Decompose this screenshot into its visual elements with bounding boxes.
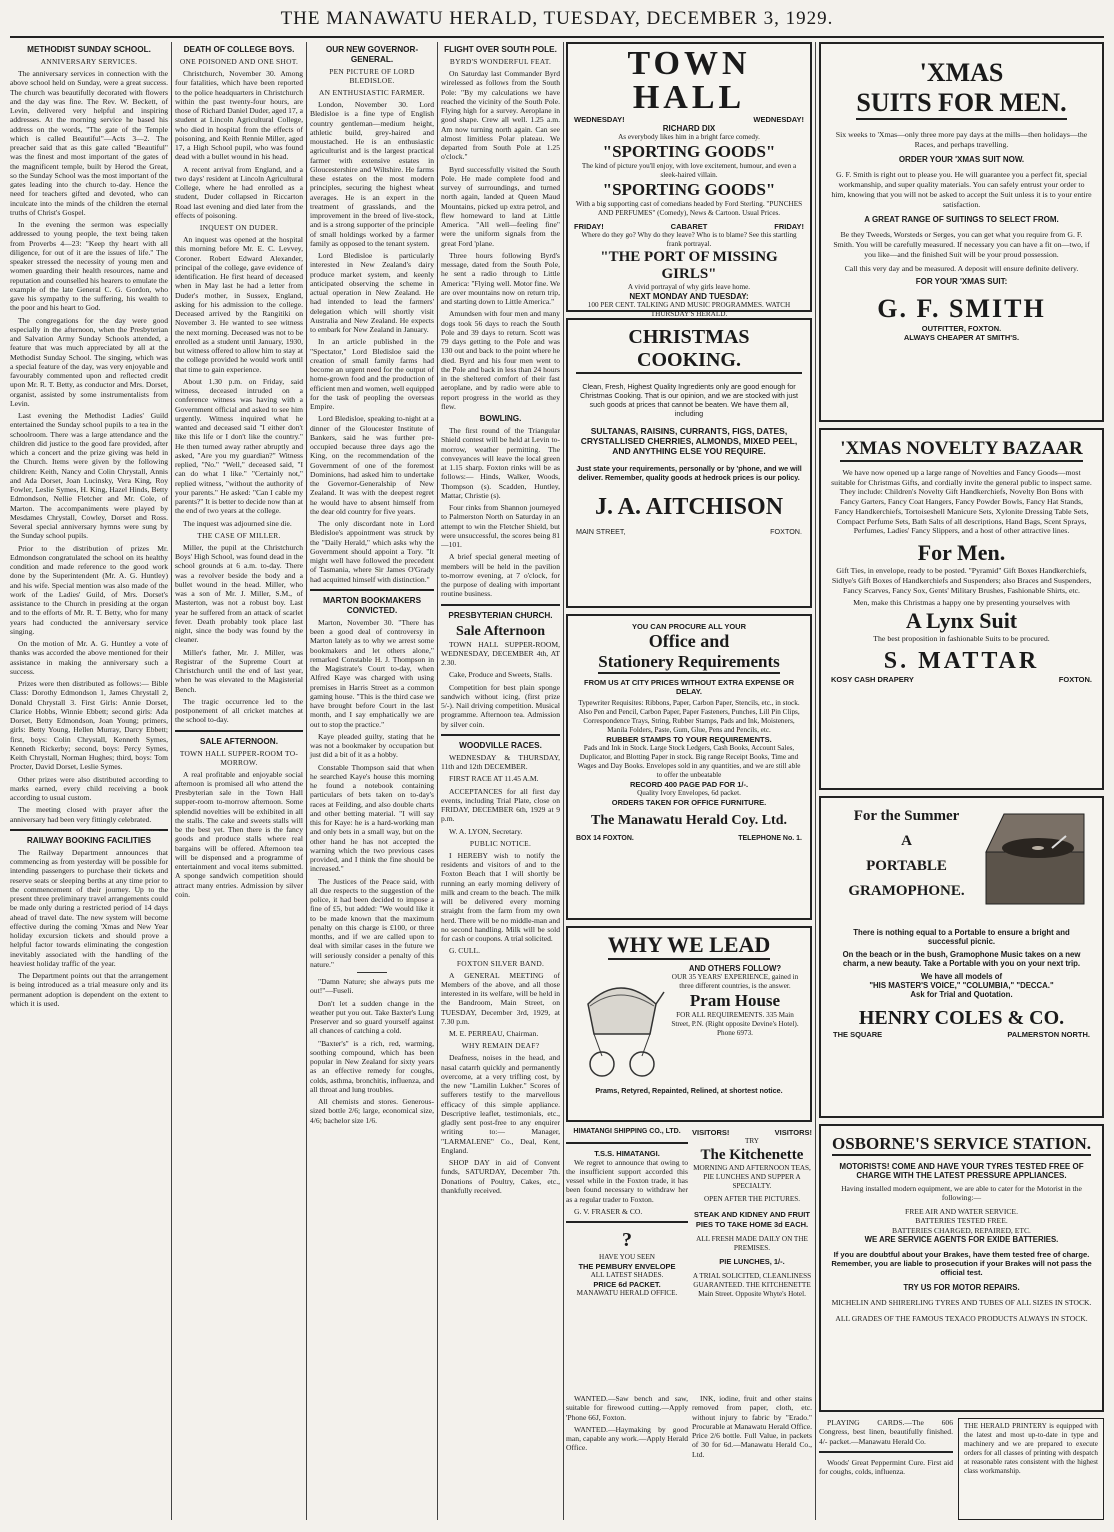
notice-headline: PRESBYTERIAN CHURCH. <box>448 610 553 620</box>
kitchenette-ad <box>692 1128 812 1388</box>
notice-signature: G. V. FRASER & CO. <box>574 1206 643 1216</box>
xmas-suits-ad <box>819 42 1104 422</box>
notice-headline: FOXTON SILVER BAND. <box>456 958 545 968</box>
herald-printery-notice <box>958 1418 1104 1520</box>
ad-line <box>574 115 804 124</box>
article-paragraph: Don't let a sudden change in the weather put you out. Take Baxter's Lung Preserver and so guard yourself against all chances of catching a cold. <box>310 998 434 1036</box>
article-paragraph: In an article published in the "Spectator," Lord Bledisloe said the creation of small family farms had become an urgent need for the output of home-grown food and the production of efficient men and women, well equipped for the task of peopling the overseas Empire. <box>310 337 434 412</box>
ad-title: PORTABLE <box>866 858 947 874</box>
ad-text: The best proposition in fashionable Suits to be procured. <box>873 634 1050 644</box>
ad-title: 'XMAS <box>919 58 1004 87</box>
ad-title: SUITS FOR MEN. <box>856 88 1066 120</box>
ad-address <box>831 675 1092 684</box>
section-rule <box>819 1451 953 1453</box>
ad-text: WE ARE SERVICE AGENTS FOR EXIDE BATTERIES. <box>864 1235 1059 1245</box>
article-subhead: INQUEST ON DUDER. <box>199 223 279 233</box>
article-subhead: ONE POISONED AND ONE SHOT. <box>179 57 299 66</box>
ad-title: GRAMOPHONE. <box>848 883 965 899</box>
notice-text: THE HERALD PRINTERY is equipped with the latest and most up-to-date in type and machinery and we are prepared to execute orders for all classes of printing with despatch at reasonable rates consistent with the highest class workmanship. <box>964 1422 1098 1475</box>
ad-title: Office and <box>648 631 730 651</box>
classified-ad: WANTED.—Haymaking by good man, capable any work.—Apply Herald Office. <box>566 1424 688 1453</box>
ad-text: Ask for Trial and Quotation. <box>910 990 1013 999</box>
ad-title: 'XMAS NOVELTY BAZAAR <box>840 438 1082 462</box>
ad-text: Gift Ties, in envelope, ready to be posted. "Pyramid" Gift Boxes Handkerchiefs, Sidlye's Gift Boxes of Handkerchiefs and Suspenders; also Braces and Suspenders, Fancy Scarves, Fancy Sox, Gents' Military Brushes, Fashionable Shirts, etc. <box>831 566 1092 595</box>
article-paragraph: A brief special general meeting of members will be held in the pavilion to-morrow evening, at 7 o'clock, for the purpose of dealing with important routine business. <box>441 552 560 599</box>
article-paragraph: About 1.30 p.m. on Friday, said witness, deceased intruded on a conference witness was having with a Government official and asked to see him urgently. Witness inquired what he wanted and deceased said "I either don't like this life or I don't like the country." He then turned away rather abruptly and asked, "Are you my guardian?" Witness replied, "No." "Well," deceased said, "I can do what I like." "Certainly not," replied witness, "without the authority of your parents." He asked: "Can I cable my parents?" It is better to decide now than at the end of two years at the college. <box>175 376 303 516</box>
ad-text: TRY <box>745 1137 759 1146</box>
ad-text: YOU CAN PROCURE ALL YOUR <box>631 622 747 631</box>
ad-day: WEDNESDAY! <box>574 115 625 124</box>
notice-signature: W. A. LYON, Secretary. <box>449 826 523 836</box>
ad-text: ALL GRADES OF THE FAMOUS TEXACO PRODUCTS ALWAYS IN STOCK. <box>835 1313 1088 1323</box>
column-2 <box>175 42 303 1520</box>
article-paragraph: "Baxter's" is a rich, red, warming, soothing compound, which has been popular in New Zealand for sixty years as an effective remedy for coughs, colds, asthma, bronchitis, influenza, and all throat and lung troubles. <box>310 1038 434 1094</box>
ad-text: On the beach or in the bush, Gramophone Music takes on a new charm, a new beauty. Take a Portable with you on your next trip. <box>842 950 1081 968</box>
article-paragraph: Lord Bledisloe is particularly interested in New Zealand's dairy produce market system, and keenly anticipated observing the scheme in actual operation in New Zealand. He had intended to lead the farmers' delegation which will shortly visit Australia and New Zealand. He expects to embark for New Zealand in January. <box>310 251 434 335</box>
ad-name: The Manawatu Herald Coy. Ltd. <box>590 813 787 828</box>
article-paragraph: The tragic occurrence led to the postponement of all cricket matches at the school to-day. <box>175 696 303 725</box>
ad-title: OSBORNE'S SERVICE STATION. <box>832 1134 1091 1156</box>
column-3 <box>310 42 434 1520</box>
ad-body <box>574 964 804 1084</box>
film-title: "SPORTING GOODS" <box>602 180 776 199</box>
notice-headline: WOODVILLE RACES. <box>459 740 542 750</box>
ad-text: Typewriter Requisites: Ribbons, Paper, Carbon Paper, Stencils, etc., in stock. Also Pen and Pencil, Carbon Paper, Paper Fasteners, Punches, Lill Pin Clips, Correspondence Trays, String, Rubber Stamps, Pads and Ink, Moisteners, Manila Folders, Paste, Gum, Glue, Pens and Pencils, etc. <box>578 699 800 734</box>
notice-text: SHOP DAY in aid of Convent funds, SATURDAY, December 7th. Donations of Poultry, Cakes, etc., thankfully received. <box>441 1158 560 1195</box>
article-headline: SALE AFTERNOON. <box>200 736 278 746</box>
masthead-rule <box>10 36 1104 38</box>
classified-ad: INK, iodine, fruit and other stains removed from paper, cloth, etc. without injury to fabric by "Erado." Procurable at Manawatu Herald Office. Price 2/6 bottle. Full Value, in packets of 30 for 6d.—Manawatu Herald Co., Ltd. <box>692 1394 812 1459</box>
film-title: "THE PORT OF MISSING GIRLS" <box>600 249 778 282</box>
stationery-ad <box>566 614 812 920</box>
ad-text: There is nothing equal to a Portable to ensure a bright and successful picnic. <box>853 928 1070 946</box>
ad-text: The kind of picture you'll enjoy, with love excitement, humour, and even a sleek-haired villain. <box>581 162 797 179</box>
ad-contact <box>576 835 802 842</box>
article-paragraph: The meeting closed with prayer after the anniversary had been very fittingly celebrated. <box>10 805 168 824</box>
ad-name: Pram House <box>689 991 781 1010</box>
ad-goods: SULTANAS, RAISINS, CURRANTS, FIGS, DATES, CRYSTALLISED CHERRIES, ALMONDS, MIXED PEEL, AND ANYTHING ELSE YOU REQUIRE. <box>580 426 798 456</box>
ad-town: FOXTON. <box>1058 674 1092 684</box>
ad-text-block <box>666 964 804 1084</box>
ad-text: A TRIAL SOLICITED, CLEANLINESS GUARANTEED. THE KITCHENETTE Main Street. Opposite Whyte's Hotel. <box>692 1271 812 1298</box>
ad-visitors: VISITORS! <box>692 1128 730 1137</box>
column-rule <box>437 42 438 1520</box>
classifieds-right <box>692 1394 812 1520</box>
notice-signature: G. CULL. <box>449 946 481 956</box>
article-paragraph: Christchurch, November 30. Among four fatalities, which have been reported to the police headquarters in Christchurch within the past twenty-four hours, are those of Richard Daniel Duder, aged 17, a student at Lincoln Agricultural College, who died in hospital from the effects of poisoning, and Keith Rennie Miller, aged 17, a High School pupil, who was found dead with a bullet wound in his head. <box>175 69 303 162</box>
ad-text: Six weeks to 'Xmas—only three more pay days at the mills—then holidays—the Races, and perhaps travelling. <box>835 130 1088 149</box>
article-paragraph: Last evening the Methodist Ladies' Guild entertained the Sunday school pupils to a tea in the schoolroom. There was a large attendance and the children did justice to the good fare provided, after which a concert and the prize giving was held in the Church. Items were given by the following children: Keith, Nancy and Colin Chrystall, Annis and Ada Dorset, Joan Lucinsky, Vera King, Roy Fowler, Leslie Symes, H. King, Hazel Hinds, Betty Edmondson, Nellie Fletcher and Mr. Cole, of Marton. The accompaniments were played by Mesdames Chrystall, Cowley, Dorset and Ross. Several special anniversary hymns were sung by the Sunday school pupils. <box>10 411 168 541</box>
article-paragraph: Byrd successfully visited the South Pole. He made complete food and survey of surroundings, and turned north again, landed at Queen Maud Mountains, picked up extra petrol, and flew homeward to land at Little America. "All well—feeling fine" were the uniform signals from the great Ford 'plane. <box>441 164 560 248</box>
column-4 <box>441 42 560 1520</box>
article-paragraph: Marton, November 30. "There has been a good deal of controversy in Marton lately as to why we arrest some bookmakers and let others alone," remarked Constable H. J. Thompson in the Magistrate's Court to-day, when Alfred Kaye was charged with using premises in Harris Street as a common gaming house. "This is the third case we have brought before Court in the last month, and I say emphatically we are out to stop the practice." <box>310 617 434 729</box>
novelty-bazaar-ad <box>819 428 1104 790</box>
ad-text: MORNING AND AFTERNOON TEAS, PIE LUNCHES AND SUPPER A SPECIALTY. <box>693 1164 811 1191</box>
ad-day: FRIDAY! <box>574 222 604 231</box>
film-title: "SPORTING GOODS" <box>602 142 776 161</box>
ad-text: MOTORISTS! COME AND HAVE YOUR TYRES TESTED FREE OF CHARGE WITH THE LATEST PRESSURE APPLIANCES. <box>839 1162 1084 1180</box>
article-paragraph: On the motion of Mr. A. G. Huntley a vote of thanks was accorded the above mentioned for their assistance in making the anniversary such a success. <box>10 639 168 676</box>
notice-headline: HIMATANGI SHIPPING CO., LTD. <box>573 1128 681 1135</box>
article-paragraph: Other prizes were also distributed according to marks earned, every child receiving a book according to usual custom. <box>10 774 168 803</box>
ad-text: ORDER YOUR 'XMAS SUIT NOW. <box>898 155 1025 165</box>
ad-address <box>833 1030 1090 1039</box>
ad-text: As everybody likes him in a bright farce comedy. <box>618 133 760 141</box>
ad-name: The Kitchenette <box>700 1147 804 1164</box>
ad-next: NEXT MONDAY AND TUESDAY: <box>629 292 749 301</box>
osborne-service-ad <box>819 1124 1104 1412</box>
article-paragraph: Constable Thompson said that when he searched Kaye's house this morning he found a notebook containing particulars of bets taken on to-day's races at Feilding, and also double charts and other betting material. "I will say this for Kaye: he is a hard-working man and only bets in a small way, but on the other hand he has not accepted the warning which the two previous cases provided, and I think the fine should be increased." <box>310 762 434 874</box>
christmas-cooking-ad <box>566 318 812 608</box>
notice-text: A GENERAL MEETING of Members of the above, and all those interested in its welfare, will be held in the Bandroom, Main Street, on TUESDAY, December 3rd, 1929, at 7.30 p.m. <box>441 970 560 1026</box>
ad-line <box>574 222 804 231</box>
ad-text: Pads and Ink in Stock. Large Stock Ledgers, Cash Books, Account Sales, Duplicator, and Blotting Paper in stock. Big range Receipt Books, Time and Wages and Day Books. Envelopes sold in any quantities, and we are still able to offer the unbeatable <box>577 744 801 779</box>
article-headline: FLIGHT OVER SOUTH POLE. <box>444 45 557 54</box>
ad-subtitle: A Lynx Suit <box>905 608 1018 634</box>
ad-name: S. MATTAR <box>883 647 1040 674</box>
article-paragraph: Prior to the distribution of prizes Mr. Edmondson congratulated the school on its healthy condition and made reference to the good work done by the Superintendent (Mr. A. G. Huntley) and his wife. Special mention was also made of the work of the Ladies' Guild, of Mrs. Dorset's assistance to the Church in presiding at the organ and to the efforts of Mr. R. T. Betty, who for many years had conducted the anniversary service singing. <box>10 543 168 636</box>
ad-title: Stationery Requirements <box>598 652 779 674</box>
classifieds-left <box>566 1394 688 1520</box>
article-paragraph: London, November 30. Lord Bledisloe is a fine type of English country gentleman—medium height, athletic build, grey-haired and moustached. He is an enthusiastic agriculturist and is the largest practical farmer with extensive estates in Gloucestershire and Wiltshire. He farms these estates on the most modern principles, securing the highest wheat averages. He is an expert in the treatment of grasslands, and the improvement in the breed of live-stock, and is a strong supporter of the principle of small holdings worked by a farmer family as opposed to the tenant system. <box>310 100 434 248</box>
article-paragraph: Miller's father, Mr. J. Miller, was Registrar of the Supreme Court at Christchurch until the end of last year, when he was elevated to the Magisterial Bench. <box>175 647 303 694</box>
notice-text: ACCEPTANCES for all first day events, including Trial Plate, close on FRIDAY, DECEMBER 6th, 1929 at 9 p.m. <box>441 786 560 824</box>
ad-text: PIE LUNCHES, 1/-. <box>719 1256 785 1266</box>
ad-day: WEDNESDAY! <box>753 115 804 124</box>
ad-text: With a big supporting cast of comedians headed by Ford Sterling. "PUNCHES AND PERFUMES" (Comedy), News & Cartoon. Usual Prices. <box>575 200 803 217</box>
article-subhead: ANNIVERSARY SERVICES. <box>40 57 138 66</box>
article-paragraph: Kaye pleaded guilty, stating that he was not a bookmaker by occupation but just did a bit of it as a hobby. <box>310 731 434 760</box>
classified-ad: Woods' Great Peppermint Cure. First aid for coughs, colds, influenza. <box>819 1457 953 1476</box>
ad-text: MICHELIN AND SHIRERLING TYRES AND TUBES OF ALL SIZES IN STOCK. <box>831 1298 1092 1308</box>
article-headline: RAILWAY BOOKING FACILITIES <box>26 835 152 845</box>
section-rule <box>441 604 560 606</box>
ad-title: CHRISTMAS COOKING. <box>576 326 802 374</box>
article-paragraph: The only discordant note in Lord Bledisloe's appointment was struck by the "Daily Herald," which asks why the Government should appoint a Tory. "It might well have followed the precedent of Tasmania, where Sir James O'Grady had acquitted himself with distinction." <box>310 519 434 584</box>
column-1 <box>10 42 168 1520</box>
ad-text: FREE AIR AND WATER SERVICE. <box>905 1206 1018 1216</box>
ad-text: ALL FRESH MADE DAILY ON THE PREMISES. <box>696 1234 808 1252</box>
notice-signature: M. E. PERREAU, Chairman. <box>449 1029 539 1039</box>
article-paragraph: An inquest was opened at the hospital this morning before Mr. E. C. Levvey, Coroner. Robert Edward Alexander, principal of the college, gave evidence of identification. He first heard of deceased when in May last he had a letter from Duder's mother, in Sussex, England, asking for his admission to the college. Deceased arrived by the Rangitiki on November 3. He wanted to see witness the next morning. Deceased was not to be enrolled as a student until January, 1930, but witness offered to allow him to stay at the college provided he would work until that time to gain experience. <box>175 235 303 374</box>
notice-headline: T.S.S. HIMATANGI. <box>594 1148 660 1158</box>
gramophone-ad <box>819 796 1104 1118</box>
ad-text: Having installed modern equipment, we are able to cater for the Motorist in the following:— <box>841 1184 1082 1203</box>
notice-text: I HEREBY wish to notify the residents and visitors of and to the Foxton Beach that I will shortly be running an early morning delivery of milk and cream to the beach. The milk will be delivered every morning straight from the farm from my own herd. There will be no middle-man and no second handling. Milk will be sold for cash or coupons. A trial solicited. <box>441 850 560 944</box>
column-rule <box>563 42 564 1520</box>
article-paragraph: The anniversary services in connection with the above school held on Sunday, were a great success. The church was beautifully decorated with flowers and the day was fine. The Rev. W. Beckett, of Levin, delivered very helpful and inspiring addresses. At the morning service he based his address on the words, "The gate of the Temple which is called Beautiful"—Acts 3—2. The preacher said that as this gate called "Beautiful" was the finest and most important of the gates of the magnificent temple, built by Herod the Great, so the Sunday School was the most important of the gates leading into the church to-day. Hence the need for teachers gifted and devoted, who can inculcate into the minds of the children the eternal truths of Christ's Gospel. <box>10 69 168 217</box>
ad-name: HENRY COLES & CO. <box>858 1007 1065 1029</box>
small-notices-left <box>819 1418 953 1520</box>
ad-text: Where do they go? Why do they leave? Who is to blame? See this startling frank portrayal. <box>581 231 797 248</box>
section-rule <box>566 1142 688 1144</box>
article-paragraph: A real profitable and enjoyable social afternoon is promised all who attend the Presbyterian sale in the Town Hall supper-room to-morrow afternoon. Some splendid novelties will be exhibited in all the stalls. The cake and sweets stalls will be the best yet. Then there is the fancy goods and produce stalls where real bargains will be offered. Afternoon tea will be dispensed and a programme of entertainment and vocal items submitted. A sponge sandwich competition should attract many entries. Admission by silver coin. <box>175 769 303 899</box>
ad-street: THE SQUARE <box>833 1030 883 1039</box>
article-subhead: PEN PICTURE OF LORD BLEDISLOE. <box>329 67 415 86</box>
ad-heading-block <box>833 808 980 918</box>
ad-town: FOXTON. <box>770 527 802 536</box>
article-headline: DEATH OF COLLEGE BOYS. <box>183 45 295 54</box>
ad-text: RUBBER STAMPS TO YOUR REQUIREMENTS. <box>606 735 772 744</box>
ad-text: ORDERS TAKEN FOR OFFICE FURNITURE. <box>611 798 767 807</box>
ad-text: BATTERIES TESTED FREE. <box>915 1216 1008 1226</box>
ad-subtitle: For Men. <box>917 540 1006 566</box>
column-rule <box>171 42 172 1520</box>
ad-text: THE PEMBURY ENVELOPE <box>578 1261 676 1271</box>
article-paragraph: Amundsen with four men and many dogs took 56 days to reach the South Pole and 39 days to return. Scott was 79 days getting to the Pole and was 130 out and back to the point where he died. Byrd and his four men went to the Pole and back in less than 24 hours in the sheltered comfort of their fast aeroplane, and by radio were able to report progress in the world as they flew. <box>441 309 560 411</box>
classified-ad: PLAYING CARDS.—The 606 Congress, best linen, beautifully finished. 4/- packet.—Manawatu Herald Co. <box>819 1418 953 1446</box>
ad-text: If you are doubtful about your Brakes, have them tested free of charge. Remember, you are liable to prosecution if your Brakes will not pass the official test. <box>831 1250 1092 1278</box>
article-paragraph: Four rinks from Shannon journeyed to Palmerston North on Saturday in an attempt to win the Fletcher Shield, but were unsuccessful, the scores being 81—101. <box>441 503 560 550</box>
ad-text: Be they Tweeds, Worsteds or Serges, you can get what you require from G. F. Smith. You will be carefully measured. If necessary you can have a fit on—two, if you like—and the finished Suit will be your proud possession. <box>833 230 1090 259</box>
ad-name: J. A. AITCHISON <box>594 494 784 520</box>
ad-text: Men, make this Christmas a happy one by presenting yourselves with <box>853 598 1070 608</box>
ad-text: OUTFITTER, FOXTON. <box>921 324 1002 334</box>
article-paragraph: The Justices of the Peace said, with all due respects to the suggestion of the police, it had been decided to impose a fine of £5, but added: "We would like it to be made known that the maximum penalty on this charge is £100, or three months, and if we are called upon to deal with similar cases in the future we will seriously consider a penalty of this nature." <box>310 876 434 969</box>
article-paragraph: The Railway Department announces that commencing as from yesterday will be possible for intending passengers to purchase their tickets and reserve seats or sleeping berths at any time prior to the commencement of their journey. Up to the present three preliminary travel arrangements could be made only during a restricted period of 14 days ahead of travel date. The new system will become effective during the coming 'Xmas and New Year holiday excursion tickets and should prove a helpful factor towards eliminating the congestion inevitably associated with the handling of the heaviest holiday traffic of the year. <box>10 847 168 968</box>
ad-text: Clean, Fresh, Highest Quality Ingredients only are good enough for Christmas Cooking. That is our opinion, and we are stocked with just such goods at prices that cannot be beaten. We have them all, including <box>580 382 798 418</box>
ad-text: A vivid portrayal of why girls leave home. <box>627 283 751 291</box>
ad-text: G. F. Smith is right out to please you. He will guarantee you a perfect fit, special workmanship, and super quality materials. You can safely entrust your order to him, knowing that you will not be asked to accept the Suit unless it is to your entire satisfaction. <box>831 170 1092 209</box>
pram-house-ad <box>566 926 812 1122</box>
ad-text: Quality Ivory Envelopes, 6d packet. <box>637 789 741 797</box>
separator <box>357 972 387 973</box>
ad-text: HAVE YOU SEEN <box>599 1252 655 1261</box>
section-rule <box>10 829 168 831</box>
pram-image <box>574 964 666 1084</box>
notice-text: Deafness, noises in the head, and nasal catarrh quickly and permanently overcome, at a very trifling cost, by the new "Lamilin Lukher." Scores of sufferers testify to the marvellous efficacy of this simple appliance. Descriptive leaflet, testimonials, etc., gladly sent post-free to any enquirer writing to:— Manager, "LARMALENE" Co., Deal, Kent, England. <box>441 1053 560 1155</box>
ad-text: 100 PER CENT. TALKING AND MUSIC PROGRAMMES. WATCH THURSDAY'S HERALD. <box>587 301 791 318</box>
ad-name: G. F. SMITH <box>877 294 1046 324</box>
notice-text: Cake, Produce and Sweets, Stalls. <box>449 670 553 680</box>
section-rule <box>175 730 303 732</box>
ad-telephone: TELEPHONE No. 1. <box>738 835 802 842</box>
ad-line <box>692 1128 812 1137</box>
article-subhead: BYRD'S WONDERFUL FEAT. <box>449 57 552 66</box>
ad-text: BATTERIES CHARGED, REPAIRED, ETC. <box>892 1225 1031 1235</box>
article-paragraph: All chemists and stores. Generous-sized bottle 2/6; large, economical size, 4/6; bachelor size 1/6. <box>310 1097 434 1125</box>
article-paragraph: Miller, the pupil at the Christchurch Boys' High School, was found dead in the school grounds at 6 a.m. to-day. There was a revolver beside the body and a bullet wound in the head. Miller, who was a son of Mr. J. Miller, S.M., of Masterton, was not a robust boy. Last year he suffered from an attack of scarlet fever. Death probably took place last night, since the body was found by the cleaner. <box>175 542 303 645</box>
ad-text: "HIS MASTER'S VOICE," "COLUMBIA," "DECCA." <box>869 981 1054 990</box>
ad-text: FOR YOUR 'XMAS SUIT: <box>915 277 1008 287</box>
ad-title: A <box>901 833 912 849</box>
ad-text: We have all models of <box>920 972 1003 981</box>
article-paragraph: In the evening the sermon was especially addressed to young people, the text being taken from Proverbs 4—23: "Keep thy heart with all diligence, for out of it are the issues of life." The speaker stressed the necessity of young men and women guarding their health resources, name and reputation and counselled his hearers to emulate the example of the late General C. G. Gordon, who gave his sympathy to the suffering, his wealth to the poor and his heart to God. <box>10 220 168 313</box>
ad-visitors: VISITORS! <box>774 1128 812 1137</box>
notice-title: Sale Afternoon <box>455 623 546 639</box>
masthead: THE MANAWATU HERALD, TUESDAY, DECEMBER 3, 1929. <box>280 8 834 29</box>
article-paragraph: A recent arrival from England, and a two days' resident at Lincoln Agricultural College, where he had enrolled as a student, Duder collapsed in Riccarton Road last evening and died later from the effects of poisoning. <box>175 164 303 220</box>
section-rule <box>566 1221 688 1223</box>
ad-town: PALMERSTON NORTH. <box>1007 1030 1090 1039</box>
section-rule <box>441 734 560 736</box>
article-headline: OUR NEW GOVERNOR-GENERAL. <box>325 45 419 64</box>
ad-text: OUR 35 YEARS' EXPERIENCE, gained in three different countries, is the answer. <box>671 973 799 990</box>
ad-text: We have now opened up a large range of Novelties and Fancy Goods—most suitable for Christmas Gifts, and cordially invite the general public to inspect same. They include: Children's Novelty Gift Handkerchiefs, Novelty Bon Bons with Fancy Garters, Fancy Coat Hangers, Fancy Powder Bowls, Fancy Hat Stands, Fancy Handkerchiefs, Tortoiseshell Manicure Sets, Xylonite Dressing Table Sets, Compact Perfume Sets, Bath Salts of all descriptions, Hand Bags, Scent Sprays, Perfumes, Ladies' Fancy Slippers, and a host of other attractive lines. <box>831 468 1092 536</box>
ad-text: MANAWATU HERALD OFFICE. <box>576 1288 678 1297</box>
article-paragraph: "Damn Nature; she always puts me out!"—Fuseli. <box>310 977 434 996</box>
ad-text: Just state your requirements, personally or by 'phone, and we will deliver. Remember, quality goods at hedrock prices is our policy. <box>576 464 802 482</box>
article-paragraph: The first round of the Triangular Shield contest will be held at Levin to-morrow, weather permitting. The conveyances will leave the local green at 1.15 sharp. Foxton rinks will be as follows:— Hinds, Walker, Woods, Thompson (s). Scadden, Huntley, Mattar, Christie (s). <box>441 426 560 500</box>
article-paragraph: Prizes were then distributed as follows:— Bible Class: Dorothy Edmondson 1, James Chrystall 2, Donald Chrystall 3. First Girls: Annie Dorset, Clarice Hobbs, Winnie Ebbett; second girls: Ada Dorset, Betty Edmondson, Joan Young; primers, girls: Betty Young, Hellen Murray, Darcy Ebbett; first, boys: Colin Chrystall, Kenneth Symes, Kenneth Rickerby; second, boys: Percy Symes, Keith Chrystall, Norman Hughes; third, boys: Tom Procter, David Dorset, Leslie Symes. <box>10 679 168 772</box>
ad-shop: KOSY CASH DRAPERY <box>831 674 914 684</box>
article-subhead: AN ENTHUSIASTIC FARMER. <box>319 88 425 98</box>
gramophone-image <box>980 808 1090 918</box>
notice-text: We regret to announce that owing to the insufficient support accorded this vessel while in the Foxton trade, it has been found necessary to withdraw her as a regular trader to Foxton. <box>566 1157 688 1204</box>
column-rule <box>815 42 816 1520</box>
article-subhead: TOWN HALL SUPPER-ROOM TO-MORROW. <box>179 748 299 767</box>
article-paragraph: The Department points out that the arrangement is being introduced as a trial measure only and its permanent adoption is dependent on the extent to which it is used. <box>10 971 168 1008</box>
shipping-notice <box>566 1128 688 1388</box>
notice-headline: WHY REMAIN DEAF? <box>461 1041 540 1051</box>
article-paragraph: The congregations for the day were good especially in the afternoon, when the Presbyterian and Salvation Army Sunday Schools attended, a feature that was much appreciated by all at the Methodist Sunday School. The singing, which was a special feature of the day, was very enjoyable and favourably commented upon and reflected credit upon Mr. R. T. Betty, as conductor and Mrs. Dorset, organist, assisted by some instrumentalists from Levin. <box>10 315 168 408</box>
ad-text: FOR ALL REQUIREMENTS. 335 Main Street, P.N. (Right opposite Devine's Hotel). Phone 6973. <box>671 1011 799 1037</box>
notice-text: WEDNESDAY & THURSDAY, 11th and 12th DECEMBER. <box>441 752 560 772</box>
article-paragraph: The inquest was adjourned sine die. <box>183 518 292 528</box>
article-headline: METHODIST SUNDAY SCHOOL. <box>27 45 151 54</box>
ad-text: FROM US AT CITY PRICES WITHOUT EXTRA EXPENSE OR DELAY. <box>583 678 794 696</box>
ad-address <box>576 527 802 536</box>
article-paragraph: On Saturday last Commander Byrd wirelessed as follows from the South Pole: "By my calculations we have reached the vicinity of the South Pole. Flying high for a survey. Aeroplane in good shape. Crew all well. 1.25 a.m. Am now turning north again. Can see almost limitless Polar plateau. We departed from South Pole at 1.25 o'clock." <box>441 69 560 162</box>
ad-star: RICHARD DIX <box>662 124 716 133</box>
envelope-question: ? <box>622 1229 632 1252</box>
section-rule <box>310 589 434 591</box>
notice-text: Competition for best plain sponge sandwich without icing, (first prize 5/-). Nail driving competition. Musical programme. Afternoon tea. Admission by silver coin. <box>441 682 560 729</box>
column-rule <box>306 42 307 1520</box>
article-headline: BOWLING. <box>479 414 522 424</box>
ad-text: RECORD 400 PAGE PAD FOR 1/-. <box>629 780 749 789</box>
ad-text: OPEN AFTER THE PICTURES. <box>703 1195 801 1204</box>
ad-text: STEAK AND KIDNEY AND FRUIT PIES TO TAKE HOME 3d EACH. <box>694 1210 810 1229</box>
ad-box: BOX 14 FOXTON. <box>576 835 634 842</box>
ad-text: ALL LATEST SHADES. <box>590 1270 664 1279</box>
ad-street: MAIN STREET, <box>576 527 626 536</box>
ad-cabaret: CABARET <box>670 222 708 231</box>
article-headline: MARTON BOOKMAKERS CONVICTED. <box>322 595 422 615</box>
ad-text: PRICE 6d PACKET. <box>593 1279 661 1289</box>
article-paragraph: Three hours following Byrd's message, dated from the South Pole, he sent a radio through to Little America: "Flying well. Motor fine. We are over mountains now on return trip, and starting down to Little America." <box>441 250 560 307</box>
ad-text: Prams, Retyred, Repainted, Relined, at shortest notice. <box>595 1086 783 1095</box>
ad-day: FRIDAY! <box>774 222 804 231</box>
article-paragraph: Lord Bledisloe, speaking to-night at a dinner of the Gloucester Institute of Bankers, said he was further pre-occupied because three days ago the King, on the recommendation of the Government of one of the foremost Dominions, had asked him to undertake the Governor-Generalship of New Zealand. It was with the deepest regret he would have to absent himself from the dear old country for five years. <box>310 414 434 516</box>
ad-text: A GREAT RANGE OF SUITINGS TO SELECT FROM. <box>864 215 1059 225</box>
town-hall-ad <box>566 42 812 318</box>
ad-text: AND OTHERS FOLLOW? <box>688 964 782 973</box>
ad-text: TRY US FOR MOTOR REPAIRS. <box>903 1283 1020 1293</box>
notice-text: FIRST RACE AT 11.45 A.M. <box>449 774 539 784</box>
notice-headline: PUBLIC NOTICE. <box>469 838 532 848</box>
classified-ad: WANTED.—Saw bench and saw, suitable for firewood cutting.—Apply 'Phone 66J, Foxton. <box>566 1394 688 1422</box>
ad-top <box>833 808 1090 918</box>
article-subhead: THE CASE OF MILLER. <box>197 530 281 540</box>
ad-title: For the Summer <box>853 808 960 824</box>
notice-text: TOWN HALL SUPPER-ROOM, WEDNESDAY, DECEMBER 4th, AT 2.30. <box>441 639 560 668</box>
ad-text: ALWAYS CHEAPER AT SMITH'S. <box>903 333 1020 343</box>
ad-title: TOWN HALL <box>627 45 751 116</box>
ad-text: Call this very day and be measured. A deposit will ensure definite delivery. <box>844 263 1079 273</box>
ad-title: WHY WE LEAD <box>608 932 771 960</box>
